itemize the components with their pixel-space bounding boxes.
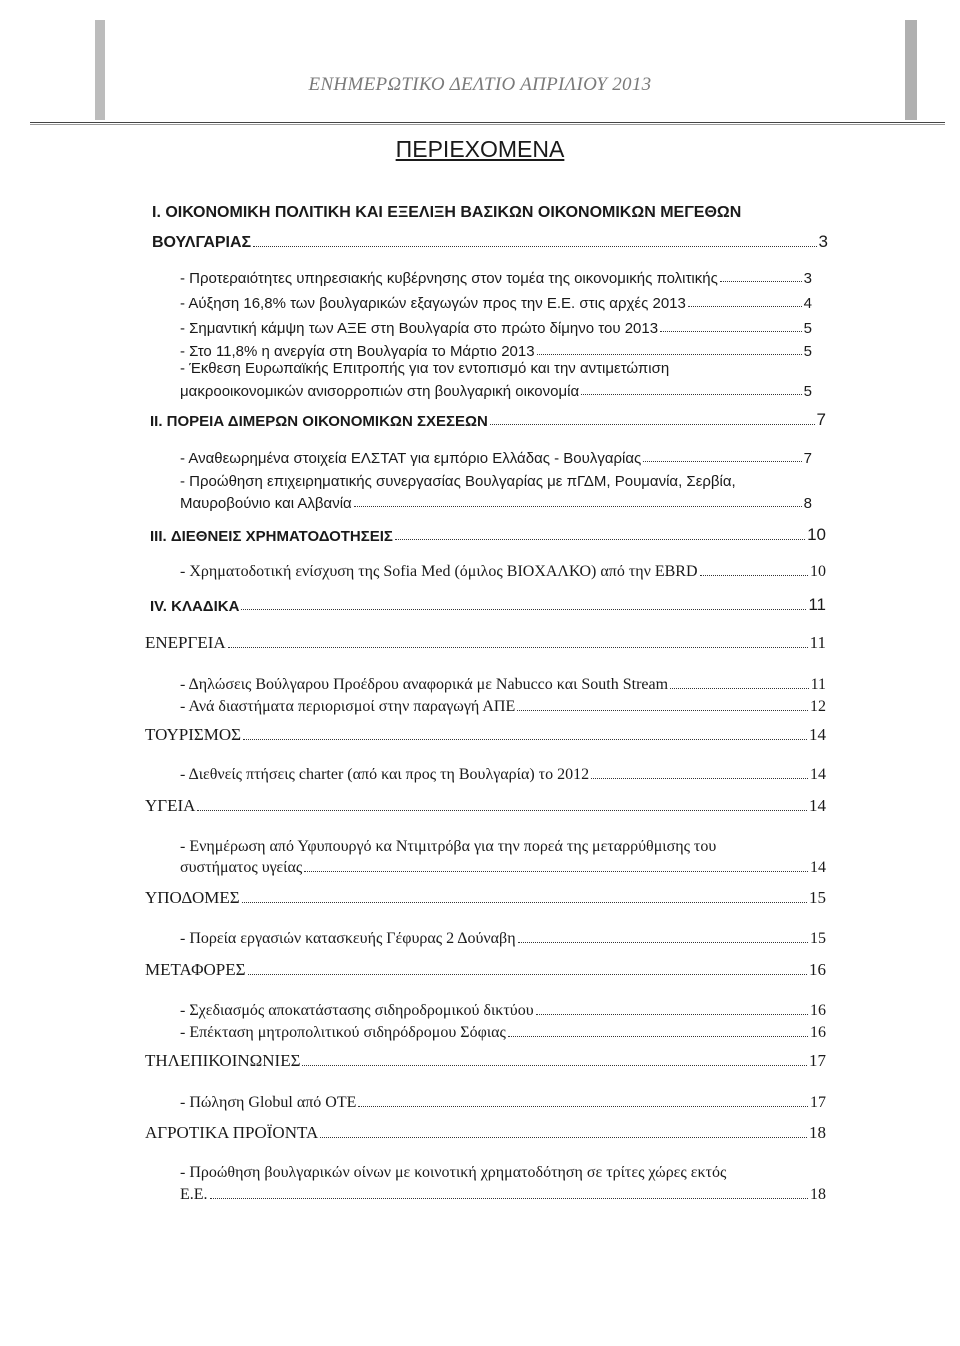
section-4-heading: IV. ΚΛΑΔΙΚΑ — [150, 598, 240, 615]
toc-entry-subsection[interactable] — [145, 725, 826, 745]
page-number: 16 — [810, 1002, 826, 1019]
entry-text-line1: - Προώθηση βουλγαρικών οίνων με κοινοτική χρηματοδότηση σε τρίτες χώρες εκτός — [180, 1164, 727, 1181]
page-number: 4 — [803, 295, 812, 312]
entry-text-line1: - Ενημέρωση από Υφυπουργό κα Ντιμιτρόβα για την πορεά της μεταρρύθμισης του — [180, 838, 717, 855]
toc-entry-section-3[interactable] — [150, 525, 826, 545]
page-number: 12 — [810, 698, 826, 715]
section-3-heading: III. ΔΙΕΘΝΕΙΣ ΧΡΗΜΑΤΟΔΟΤΗΣΕΙΣ — [150, 528, 393, 545]
leader-dots — [197, 810, 807, 811]
entry-text: - Σχεδιασμός αποκατάστασης σιδηροδρομικού δικτύου — [180, 1002, 534, 1019]
entry-text: - Πορεία εργασιών κατασκευής Γέφυρας 2 Δούναβη — [180, 930, 516, 947]
subsection-heading: ΥΓΕΙΑ — [145, 796, 196, 815]
toc-entry[interactable] — [180, 495, 812, 512]
entry-text: - Αύξηση 16,8% των βουλγαρικών εξαγωγών προς την Ε.Ε. στις αρχές 2013 — [180, 295, 686, 312]
leader-dots — [241, 609, 806, 610]
page-number: 3 — [803, 270, 812, 287]
subsection-heading: ΕΝΕΡΓΕΙΑ — [145, 633, 226, 652]
toc-entry[interactable] — [180, 676, 826, 694]
page-number: 7 — [803, 450, 812, 467]
page-number: 5 — [803, 320, 812, 337]
toc-entry[interactable] — [180, 295, 812, 312]
page-number: 8 — [803, 495, 812, 512]
header-rule-secondary — [30, 124, 945, 125]
leader-dots — [581, 394, 802, 395]
entry-text: - Πώληση Globul από ΟΤΕ — [180, 1094, 357, 1111]
toc-entry-subsection[interactable] — [145, 960, 826, 980]
toc-entry[interactable] — [180, 766, 826, 784]
scan-margin-mark-right — [905, 20, 917, 120]
subsection-heading: ΜΕΤΑΦΟΡΕΣ — [145, 960, 246, 979]
subsection-heading: ΥΠΟΔΟΜΕΣ — [145, 888, 240, 907]
leader-dots — [210, 1198, 808, 1199]
leader-dots — [304, 871, 808, 872]
page-number: 14 — [810, 859, 826, 876]
toc-entry[interactable] — [180, 270, 812, 287]
toc-entry[interactable] — [180, 1024, 826, 1042]
page-number: 11 — [808, 595, 826, 614]
running-header: ΕΝΗΜΕΡΩΤΙΚΟ ΔΕΛΤΙΟ ΑΠΡΙΛΙΟΥ 2013 — [308, 74, 652, 95]
leader-dots — [395, 539, 805, 540]
leader-dots — [358, 1106, 808, 1107]
page-number: 14 — [809, 796, 826, 815]
entry-text: - Στο 11,8% η ανεργία στη Βουλγαρία το Μάρτιο 2013 — [180, 343, 535, 360]
entry-text: - Δηλώσεις Βούλγαρου Προέδρου αναφορικά με Nabucco και South Stream — [180, 676, 669, 693]
leader-dots — [517, 710, 808, 711]
page-number: 10 — [807, 525, 826, 544]
toc-entry[interactable] — [180, 698, 826, 716]
entry-text-line2: Μαυροβούνιο και Αλβανία — [180, 495, 352, 512]
subsection-heading: ΤΗΛΕΠΙΚΟΙΝΩΝΙΕΣ — [145, 1051, 301, 1070]
entry-text-line2: μακροοικονομικών ανισορροπιών στη βουλγαρική οικονομία — [180, 383, 580, 400]
page-number: 16 — [810, 1024, 826, 1041]
section-2-heading: II. ΠΟΡΕΙΑ ΔΙΜΕΡΩΝ ΟΙΚΟΝΟΜΙΚΩΝ ΣΧΕΣΕΩΝ — [150, 413, 488, 430]
entry-text: - Σημαντική κάμψη των ΑΞΕ στη Βουλγαρία στο πρώτο δίμηνο του 2013 — [180, 320, 659, 337]
leader-dots — [508, 1036, 808, 1037]
leader-dots — [320, 1137, 807, 1138]
leader-dots — [490, 424, 815, 425]
toc-entry-section-4[interactable] — [150, 595, 826, 615]
toc-entry[interactable] — [180, 320, 812, 337]
page-number: 14 — [810, 766, 826, 783]
entry-text: - Επέκταση μητροπολιτικού σιδηρόδρομου Σόφιας — [180, 1024, 506, 1041]
page-number: 17 — [810, 1094, 826, 1111]
toc-entry-section-1[interactable] — [152, 232, 828, 252]
scan-margin-mark-left — [95, 20, 105, 120]
leader-dots — [591, 778, 808, 779]
page-number: 5 — [803, 383, 812, 400]
page-number: 15 — [809, 888, 826, 907]
leader-dots — [354, 506, 802, 507]
toc-entry[interactable] — [180, 1094, 826, 1112]
entry-text-line2: συστήματος υγείας — [180, 859, 303, 876]
leader-dots — [228, 647, 808, 648]
page-number: 15 — [810, 930, 826, 947]
leader-dots — [537, 354, 802, 355]
toc-entry-section-2[interactable] — [150, 410, 826, 430]
entry-text-line1: - Έκθεση Ευρωπαϊκής Επιτροπής για τον εντοπισμό και την αντιμετώπιση — [180, 360, 670, 377]
toc-entry[interactable] — [180, 1002, 826, 1020]
toc-entry[interactable] — [180, 1186, 826, 1204]
leader-dots — [700, 575, 808, 576]
leader-dots — [302, 1065, 807, 1066]
entry-text-line1: - Προώθηση επιχειρηματικής συνεργασίας Βουλγαρίας με πΓΔΜ, Ρουμανία, Σερβία, — [180, 473, 736, 490]
leader-dots — [248, 974, 807, 975]
entry-text: - Χρηματοδοτική ενίσχυση της Sofia Med (όμιλος ΒΙΟΧΑΛΚΟ) από την EBRD — [180, 563, 698, 580]
page-number: 16 — [809, 960, 826, 979]
page-number: 11 — [809, 633, 826, 652]
entry-text: - Αναθεωρημένα στοιχεία ΕΛΣΤΑΤ για εμπόριο Ελλάδας - Βουλγαρίας — [180, 450, 642, 467]
header-rule — [30, 122, 945, 123]
entry-text: - Προτεραιότητες υπηρεσιακής κυβέρνησης στον τομέα της οικονομικής πολιτικής — [180, 270, 718, 287]
toc-entry[interactable] — [180, 383, 812, 400]
entry-text-line2: Ε.Ε. — [180, 1186, 208, 1203]
toc-entry[interactable] — [180, 450, 812, 467]
leader-dots — [720, 281, 802, 282]
toc-entry-subsection[interactable] — [145, 1051, 826, 1071]
subsection-heading: ΑΓΡΟΤΙΚΑ ΠΡΟΪΟΝΤΑ — [145, 1123, 319, 1142]
leader-dots — [660, 331, 802, 332]
leader-dots — [643, 461, 801, 462]
leader-dots — [688, 306, 802, 307]
section-1-heading: I. ΟΙΚΟΝΟΜΙΚΗ ΠΟΛΙΤΙΚΗ ΚΑΙ ΕΞΕΛΙΞΗ ΒΑΣΙΚΩΝ ΟΙΚΟΝΟΜΙΚΩΝ ΜΕΓΕΘΩΝ — [152, 204, 742, 221]
toc-entry-subsection[interactable] — [145, 888, 826, 908]
section-1-heading-cont: ΒΟΥΛΓΑΡΙΑΣ — [152, 234, 252, 251]
page-number: 17 — [809, 1051, 826, 1070]
page-number: 11 — [810, 676, 826, 693]
toc-entry-subsection[interactable] — [145, 796, 826, 816]
entry-text: - Ανά διαστήματα περιορισμοί στην παραγωγή ΑΠΕ — [180, 698, 516, 715]
page-number: 14 — [809, 725, 826, 744]
toc-entry[interactable] — [180, 859, 826, 877]
page-number: 3 — [818, 232, 828, 251]
page-number: 18 — [810, 1186, 826, 1203]
page-number: 5 — [803, 343, 812, 360]
toc-title: ΠΕΡΙΕΧΟΜΕΝΑ — [395, 136, 565, 162]
leader-dots — [518, 942, 808, 943]
page-number: 18 — [809, 1123, 826, 1142]
page-number: 10 — [810, 563, 826, 580]
toc-entry-subsection[interactable] — [145, 1123, 826, 1143]
leader-dots — [253, 246, 816, 247]
leader-dots — [536, 1014, 808, 1015]
leader-dots — [243, 739, 807, 740]
toc-entry[interactable] — [180, 930, 826, 948]
entry-text: - Διεθνείς πτήσεις charter (από και προς τη Βουλγαρία) το 2012 — [180, 766, 590, 783]
toc-entry-subsection[interactable] — [145, 633, 826, 653]
page-number: 7 — [816, 410, 826, 429]
toc-entry[interactable] — [180, 343, 812, 360]
subsection-heading: ΤΟΥΡΙΣΜΟΣ — [145, 725, 242, 744]
toc-entry[interactable] — [180, 563, 826, 581]
leader-dots — [242, 902, 807, 903]
leader-dots — [670, 688, 809, 689]
